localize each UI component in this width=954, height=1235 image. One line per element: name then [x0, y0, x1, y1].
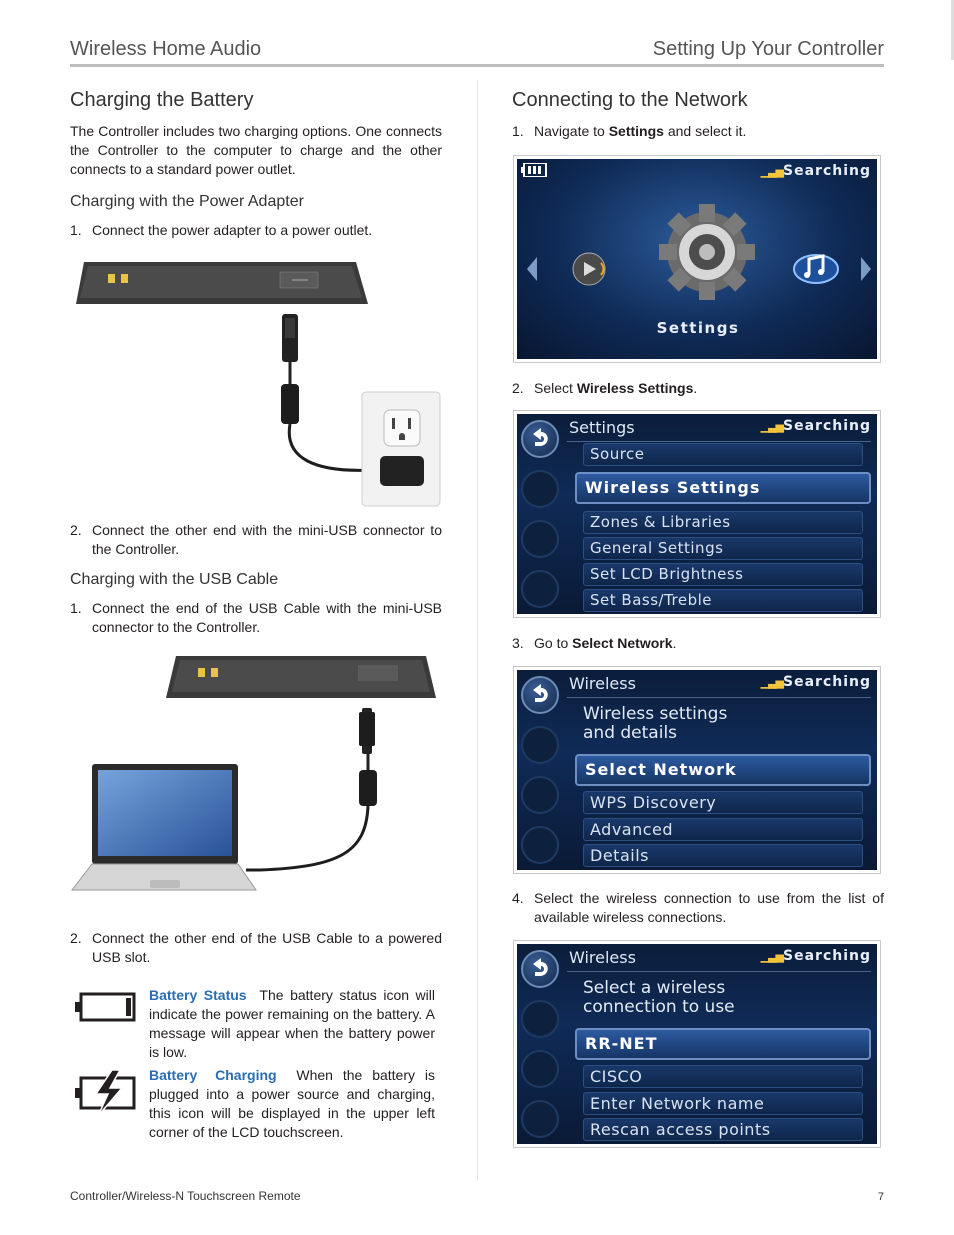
lcd-screen-settings-carousel: [513, 155, 881, 363]
menu-item-general-settings[interactable]: General Settings: [583, 537, 863, 560]
side-button: [521, 470, 559, 508]
connecting-network-title: Connecting to the Network: [512, 89, 748, 111]
side-button: [521, 826, 559, 864]
header-section-title: Setting Up Your Controller: [652, 38, 884, 60]
back-button[interactable]: [521, 676, 559, 714]
title-rule: [567, 697, 871, 698]
network-step-1: 1. Navigate to Settings and select it.: [512, 123, 747, 139]
signal-status: ▁▃▅Searching: [760, 948, 871, 964]
network-step-3-wrap: [512, 634, 884, 653]
music-note-icon[interactable]: [791, 249, 841, 289]
network-item-cisco[interactable]: CISCO: [583, 1065, 863, 1088]
step-number: 2.: [70, 522, 82, 538]
charging-battery-title: Charging the Battery: [70, 89, 254, 111]
side-button: [521, 1100, 559, 1138]
column-divider: [477, 80, 478, 1180]
usb-cable-title: Charging with the USB Cable: [70, 571, 279, 588]
adapter-step-2: [70, 521, 442, 559]
network-step-3: 3. Go to Select Network.: [512, 635, 677, 651]
left-column-bottom: [70, 929, 442, 1140]
power-adapter-illustration: [74, 258, 444, 508]
step-number: 1.: [70, 222, 82, 238]
battery-status-text: Battery Status The battery status icon will indicate the power remaining on the battery. A message will appear when the battery power is low.: [149, 987, 435, 1060]
title-rule: [567, 971, 871, 972]
signal-status: ▁▃▅Searching: [760, 674, 871, 690]
step-text: Connect the other end with the mini-USB connector to the Controller.: [92, 522, 442, 557]
adapter-step-1: [70, 221, 442, 240]
signal-status: ▁▃▅Searching: [760, 163, 871, 179]
network-step-4-wrap: [512, 889, 884, 927]
battery-charging-icon: [74, 1070, 136, 1116]
header-rule: [70, 64, 884, 67]
usb-step-1: [70, 599, 442, 637]
right-column: [512, 86, 884, 141]
step-number: 1.: [70, 600, 82, 616]
lcd-screen-settings-menu: [513, 410, 881, 618]
screen-title: Wireless: [569, 948, 636, 967]
side-button: [521, 1000, 559, 1038]
lcd-screen-network-list: [513, 940, 881, 1148]
side-button: [521, 520, 559, 558]
screen-title: Settings: [569, 418, 635, 437]
menu-item-bass-treble[interactable]: Set Bass/Treble: [583, 589, 863, 612]
signal-status: ▁▃▅Searching: [760, 418, 871, 434]
back-button[interactable]: [521, 950, 559, 988]
back-arrow-icon: [523, 678, 557, 712]
network-step-2-wrap: [512, 379, 884, 398]
usb-step-2: [70, 929, 442, 967]
signal-bars-icon: ▁▃▅: [760, 420, 784, 433]
header-doc-title: Wireless Home Audio: [70, 38, 262, 60]
side-button: [521, 1050, 559, 1088]
battery-indicator-icon: [521, 163, 547, 177]
battery-charging-text: Battery Charging When the battery is plugged into a power source and charging, this icon will be displayed in the upper left corner of the LCD touchscreen.: [149, 1067, 435, 1140]
title-rule: [567, 441, 871, 442]
menu-item-select-network[interactable]: Select Network: [575, 754, 871, 786]
step-text: Connect the other end of the USB Cable to a powered USB slot.: [92, 930, 442, 965]
menu-item-details[interactable]: Details: [583, 844, 863, 867]
step-number: 2.: [70, 930, 82, 946]
screen-title: Wireless: [569, 674, 636, 693]
menu-item-wps-discovery[interactable]: WPS Discovery: [583, 791, 863, 814]
left-column-lower: [70, 521, 442, 637]
menu-item-zones-libraries[interactable]: Zones & Libraries: [583, 511, 863, 534]
menu-item-advanced[interactable]: Advanced: [583, 818, 863, 841]
network-step-4: 4. Select the wireless connection to use from the list of available wireless connections.: [512, 890, 884, 925]
step-text: Connect the power adapter to a power outlet.: [92, 222, 373, 238]
menu-item-wireless-settings[interactable]: Wireless Settings: [575, 472, 871, 504]
signal-bars-icon: ▁▃▅: [760, 165, 784, 178]
network-step-2: 2. Select Wireless Settings.: [512, 380, 698, 396]
menu-item-rescan[interactable]: Rescan access points: [583, 1118, 863, 1141]
footer-doc-name: Controller/Wireless-N Touchscreen Remote: [70, 1189, 301, 1203]
signal-bars-icon: ▁▃▅: [760, 950, 784, 963]
lcd-screen-wireless-menu: [513, 666, 881, 874]
menu-item-enter-network-name[interactable]: Enter Network name: [583, 1092, 863, 1115]
charging-intro: The Controller includes two charging options. One connects the Controller to the computer to charge and the other connects to a standard power outlet.: [70, 123, 442, 177]
usb-laptop-illustration: [70, 652, 442, 902]
battery-charging-label: Battery Charging: [149, 1067, 277, 1083]
arrow-right-icon: [861, 257, 871, 281]
side-button: [521, 570, 559, 608]
side-button: [521, 726, 559, 764]
menu-item-lcd-brightness[interactable]: Set LCD Brightness: [583, 563, 863, 586]
screen-description: Select a wireless connection to use: [583, 978, 735, 1017]
network-item-rr-net[interactable]: RR-NET: [575, 1028, 871, 1060]
menu-item-source[interactable]: Source: [583, 443, 863, 466]
battery-status-icon: [74, 992, 136, 1022]
step-text: Connect the end of the USB Cable with the mini-USB connector to the Controller.: [92, 600, 442, 635]
side-button: [521, 776, 559, 814]
carousel-label: Settings: [656, 319, 740, 337]
battery-status-label: Battery Status: [149, 987, 247, 1003]
gear-icon[interactable]: [657, 197, 757, 307]
footer-page-number: 7: [877, 1191, 884, 1203]
left-column: [70, 86, 442, 240]
power-adapter-title: Charging with the Power Adapter: [70, 193, 304, 210]
audio-icon[interactable]: [571, 249, 611, 289]
screen-description: Wireless settings and details: [583, 704, 728, 743]
back-button[interactable]: [521, 420, 559, 458]
arrow-left-icon: [527, 257, 537, 281]
signal-bars-icon: ▁▃▅: [760, 676, 784, 689]
back-arrow-icon: [523, 952, 557, 986]
back-arrow-icon: [523, 422, 557, 456]
